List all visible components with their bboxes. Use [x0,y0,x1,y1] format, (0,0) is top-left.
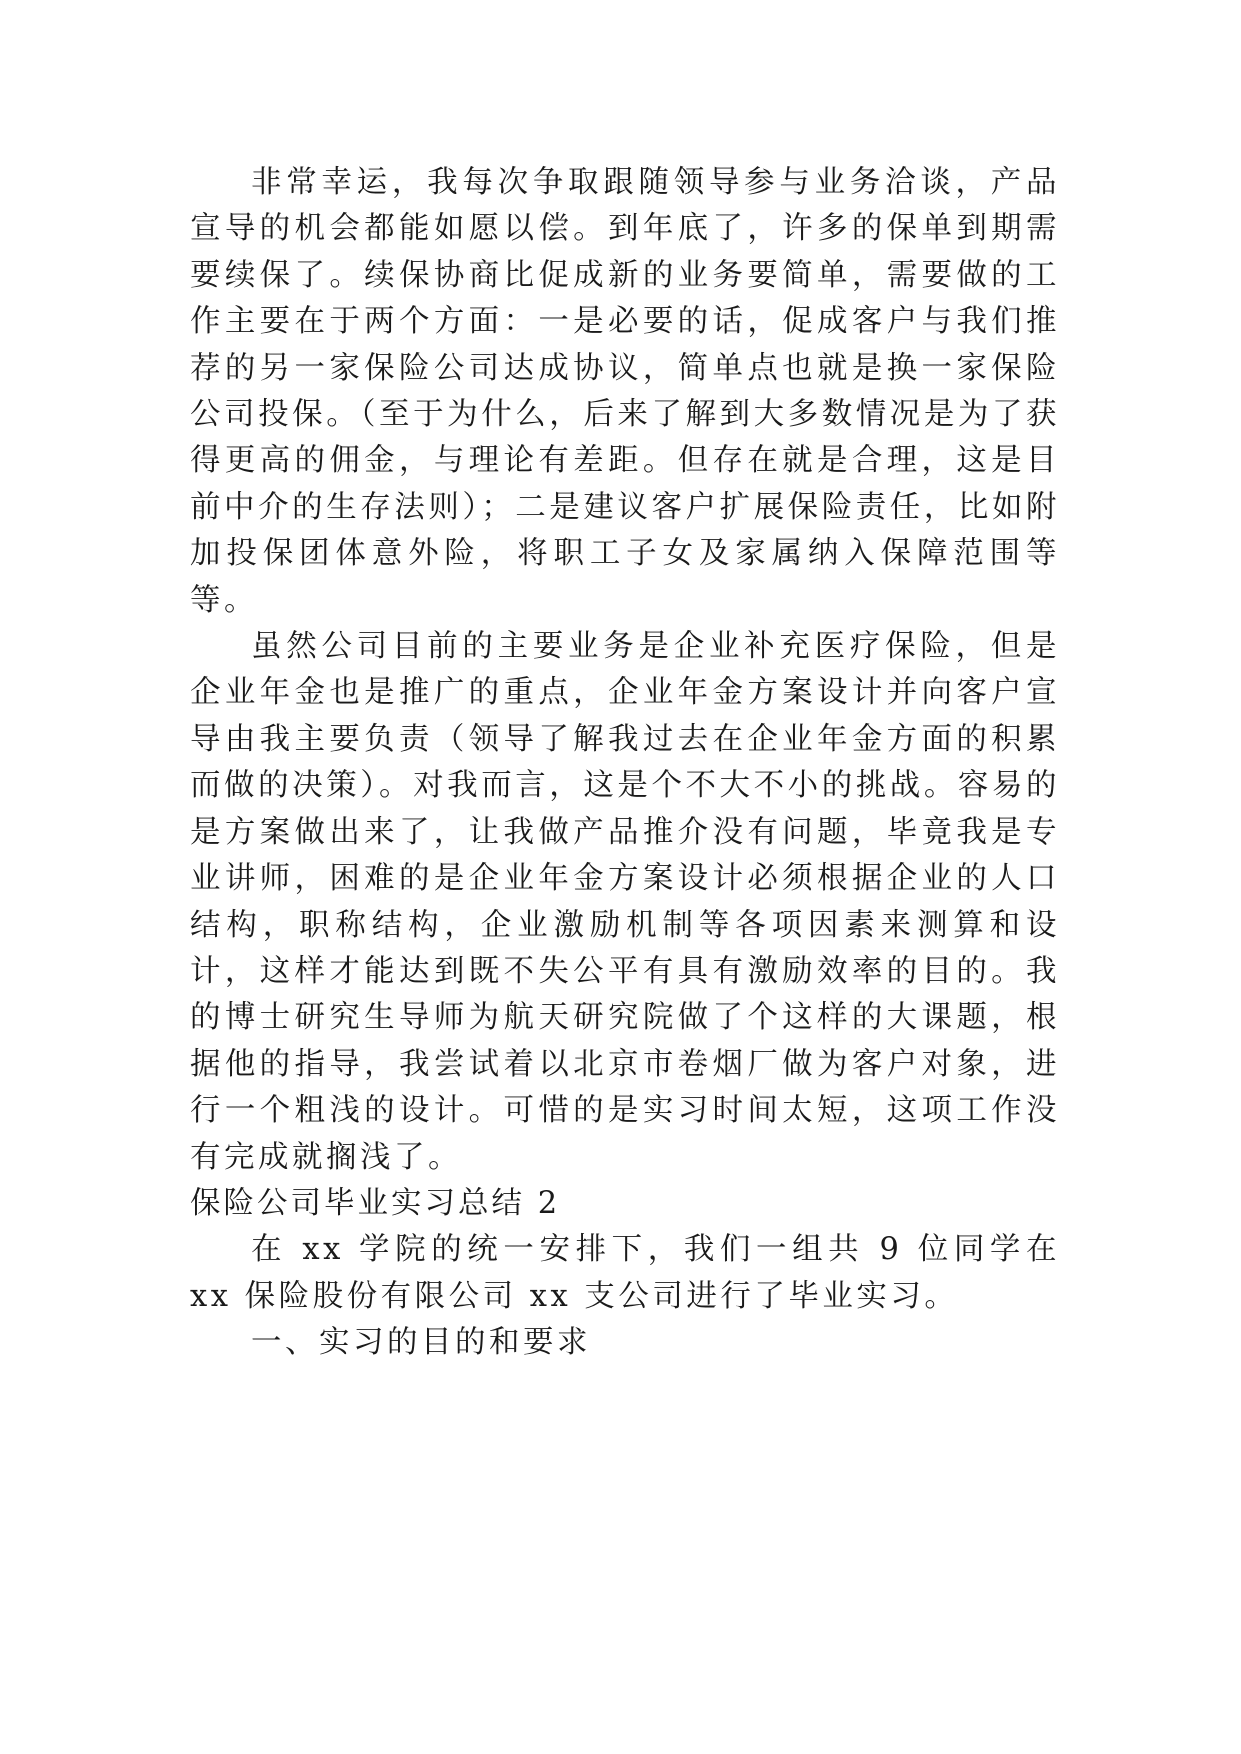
document-body [190,160,1060,1367]
paragraph-2: 虽然公司目前的主要业务是企业补充医疗保险，但是企业年金也是推广的重点，企业年金方案设计并向客户宣导由我主要负责（领导了解我过去在企业年金方面的积累而做的决策）。对我而言，这是个不大不小的挑战。容易的是方案做出来了，让我做产品推介没有问题，毕竟我是专业讲师，困难的是企业年金方案设计必须根据企业的人口结构，职称结构，企业激励机制等各项因素来测算和设计，这样才能达到既不失公平有具有激励效率的目的。我的博士研究生导师为航天研究院做了个这样的大课题，根据他的指导，我尝试着以北京市卷烟厂做为客户对象，进行一个粗浅的设计。可惜的是实习时间太短，这项工作没有完成就搁浅了。 [190,629,1060,1175]
section-title: 保险公司毕业实习总结 2 [190,1185,561,1221]
subheading: 一、实习的目的和要求 [251,1325,591,1361]
section-paragraph: 在 xx 学院的统一安排下，我们一组共 9 位同学在 xx 保险股份有限公司 xx 支公司进行了毕业实习。 [190,1232,1060,1314]
paragraph-1: 非常幸运，我每次争取跟随领导参与业务洽谈，产品宣导的机会都能如愿以偿。到年底了，许多的保单到期需要续保了。续保协商比促成新的业务要简单，需要做的工作主要在于两个方面：一是必要的话，促成客户与我们推荐的另一家保险公司达成协议，简单点也就是换一家保险公司投保。（至于为什么，后来了解到大多数情况是为了获得更高的佣金，与理论有差距。但存在就是合理，这是目前中介的生存法则）；二是建议客户扩展保险责任，比如附加投保团体意外险，将职工子女及家属纳入保障范围等等。 [190,165,1060,618]
